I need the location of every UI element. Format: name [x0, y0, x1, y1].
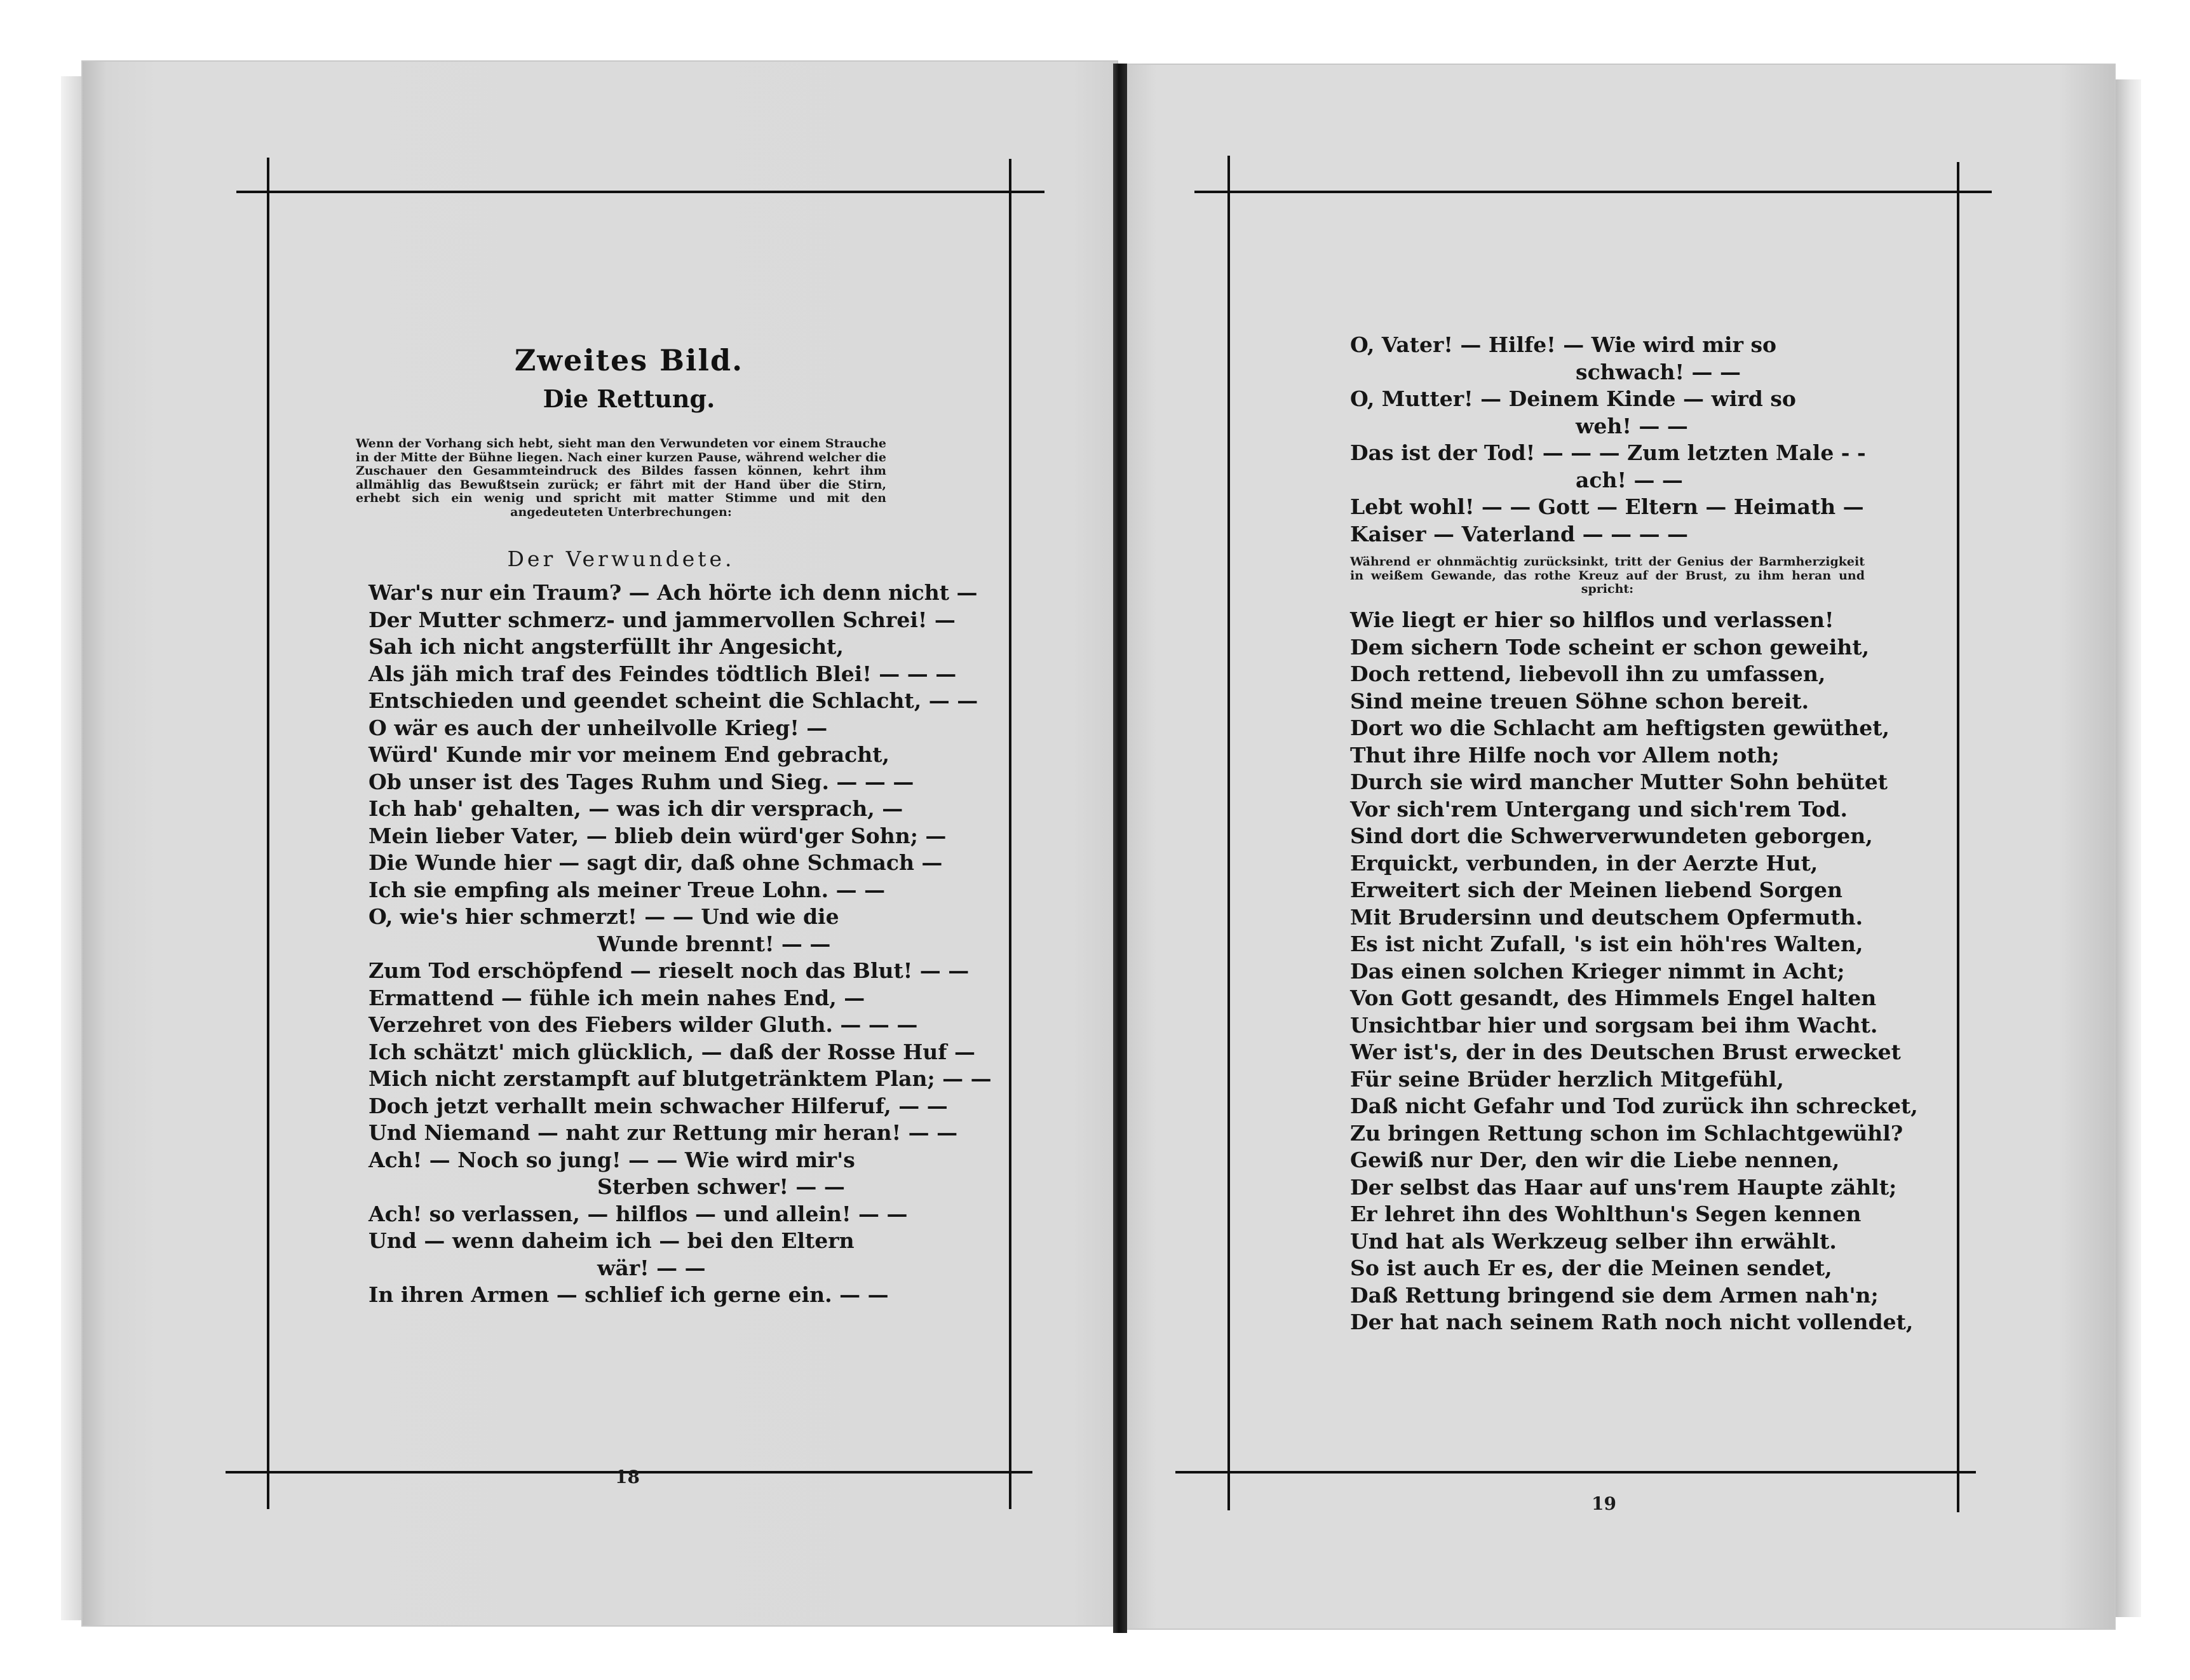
verse-line: wär! — —: [597, 1255, 706, 1280]
speaker-name: Der Verwundete.: [507, 546, 735, 571]
verse-line: Ach! so verlassen, — hilflos — und allein! — —: [368, 1201, 908, 1226]
verse-line: Ach! — Noch so jung! — — Wie wird mir's: [368, 1147, 855, 1172]
verse-line: O, Mutter! — Deinem Kinde — wird so: [1350, 386, 1796, 411]
verse-line: Wunde brennt! — —: [597, 931, 831, 956]
verse-line: schwach! — —: [1576, 359, 1741, 384]
verse-line: Von Gott gesandt, des Himmels Engel halten: [1350, 986, 1877, 1010]
verse-line: Erquickt, verbunden, in der Aerzte Hut,: [1350, 850, 1818, 876]
verse-line: Für seine Brüder herzlich Mitgefühl,: [1350, 1066, 1784, 1092]
right-verse-block-top: [1350, 332, 1871, 548]
left-frame-right-rule: [1009, 159, 1011, 1509]
verse-line: Als jäh mich traf des Feindes tödtlich Blei! — — —: [368, 661, 957, 686]
verse-line: Wer ist's, der in des Deutschen Brust erwecket: [1350, 1040, 1901, 1064]
verse-line: Und hat als Werkzeug selber ihn erwählt.: [1350, 1228, 1837, 1254]
verse-line: Das einen solchen Krieger nimmt in Acht;: [1350, 958, 1845, 984]
verse-line: Zu bringen Rettung schon im Schlachtgewühl?: [1350, 1120, 1903, 1146]
verse-line: Mich nicht zerstampft auf blutgetränktem Plan; — —: [368, 1066, 992, 1091]
page-title: Zweites Bild.: [514, 343, 744, 377]
verse-line: Sterben schwer! — —: [597, 1174, 845, 1199]
verse-line: Gewiß nur Der, den wir die Liebe nennen,: [1350, 1148, 1840, 1172]
verse-line: Entschieden und geendet scheint die Schlacht, — —: [368, 688, 978, 713]
right-frame-bottom-rule: [1175, 1471, 1976, 1473]
verse-line: Und Niemand — naht zur Rettung mir heran! — —: [368, 1120, 958, 1145]
right-frame-left-rule: [1227, 156, 1230, 1510]
verse-line: Vor sich'rem Untergang und sich'rem Tod.: [1350, 796, 1848, 822]
right-page-edge: [2116, 79, 2141, 1617]
verse-line: Dort wo die Schlacht am heftigsten gewüthet,: [1350, 715, 1889, 740]
right-stage-direction: Während er ohnmächtig zurücksinkt, tritt der Genius der Barmherzigkeit in weißem Gewande, das rothe Kreuz auf der Brust, zu ihm heran und spricht:: [1350, 555, 1865, 596]
page-number-right: 19: [1592, 1493, 1616, 1514]
verse-line: Unsichtbar hier und sorgsam bei ihm Wacht.: [1350, 1012, 1878, 1038]
verse-line: So ist auch Er es, der die Meinen sendet,: [1350, 1256, 1832, 1280]
verse-line: Mit Brudersinn und deutschem Opfermuth.: [1350, 904, 1863, 930]
verse-line: Ich sie empfing als meiner Treue Lohn. — —: [368, 877, 886, 902]
verse-line: O, wie's hier schmerzt! — — Und wie die: [368, 904, 839, 929]
verse-line: Würd' Kunde mir vor meinem End gebracht,: [368, 742, 889, 767]
verse-line: O wär es auch der unheilvolle Krieg! —: [368, 715, 828, 740]
verse-line: Lebt wohl! — — Gott — Eltern — Heimath —: [1350, 494, 1864, 519]
verse-line: War's nur ein Traum? — Ach hörte ich denn nicht —: [368, 580, 978, 605]
page-subtitle: Die Rettung.: [543, 384, 715, 413]
verse-line: Es ist nicht Zufall, 's ist ein höh'res Walten,: [1350, 931, 1863, 956]
left-verse-block: [368, 579, 992, 1309]
verse-line: In ihren Armen — schlief ich gerne ein. — —: [368, 1282, 889, 1307]
verse-line: Ob unser ist des Tages Ruhm und Sieg. — — —: [368, 769, 914, 794]
book-spine: [1113, 64, 1127, 1633]
verse-line: O, Vater! — Hilfe! — Wie wird mir so: [1350, 332, 1777, 357]
verse-line: Doch jetzt verhallt mein schwacher Hilferuf, — —: [368, 1093, 948, 1118]
left-stage-direction: Wenn der Vorhang sich hebt, sieht man den Verwundeten vor einem Strauche in der Mitte der Bühne liegen. Nach einer kurzen Pause, während welcher die Zuschauer den Gesammteindruck des Bildes fassen können, kehrt ihm allmählig das Bewußtsein zurück; er fährt mit der Hand über die Stirn, erhebt sich ein wenig und spricht mit matter Stimme und mit den angedeuteten Unterbrechungen:: [356, 437, 886, 519]
verse-line: Daß nicht Gefahr und Tod zurück ihn schrecket,: [1350, 1094, 1918, 1118]
verse-line: Verzehret von des Fiebers wilder Gluth. — — —: [368, 1012, 918, 1037]
right-frame-right-rule: [1957, 162, 1959, 1512]
left-frame-left-rule: [267, 158, 269, 1509]
verse-line: Daß Rettung bringend sie dem Armen nah'n;: [1350, 1282, 1879, 1308]
verse-line: Ich hab' gehalten, — was ich dir versprach, —: [368, 796, 903, 821]
page-number-left: 18: [615, 1467, 640, 1487]
verse-line: Doch rettend, liebevoll ihn zu umfassen,: [1350, 661, 1826, 686]
verse-line: Thut ihre Hilfe noch vor Allem noth;: [1350, 742, 1780, 768]
verse-line: Der hat nach seinem Rath noch nicht vollendet,: [1350, 1310, 1914, 1334]
left-frame-top-rule: [236, 191, 1044, 193]
verse-line: Erweitert sich der Meinen liebend Sorgen: [1350, 877, 1842, 902]
verse-line: Durch sie wird mancher Mutter Sohn behütet: [1350, 769, 1888, 794]
verse-line: Wie liegt er hier so hilflos und verlassen!: [1350, 607, 1834, 632]
verse-line: Er lehret ihn des Wohlthun's Segen kennen: [1350, 1202, 1862, 1226]
verse-line: Sind dort die Schwerverwundeten geborgen,: [1350, 823, 1873, 848]
verse-line: Der Mutter schmerz- und jammervollen Schrei! —: [368, 607, 956, 632]
verse-line: Mein lieber Vater, — blieb dein würd'ger Sohn; —: [368, 823, 947, 848]
verse-line: weh! — —: [1576, 413, 1688, 438]
verse-line: Und — wenn daheim ich — bei den Eltern: [368, 1228, 855, 1253]
verse-line: Ermattend — fühle ich mein nahes End, —: [368, 985, 865, 1010]
verse-line: Ich schätzt' mich glücklich, — daß der Rosse Huf —: [368, 1039, 975, 1064]
right-frame-top-rule: [1194, 191, 1992, 193]
verse-line: Dem sichern Tode scheint er schon geweiht,: [1350, 634, 1870, 660]
verse-line: Das ist der Tod! — — — Zum letzten Male - -: [1350, 440, 1866, 465]
verse-line: Zum Tod erschöpfend — rieselt noch das Blut! — —: [368, 958, 970, 983]
verse-line: Der selbst das Haar auf uns'rem Haupte zählt;: [1350, 1174, 1897, 1200]
verse-line: Sah ich nicht angsterfüllt ihr Angesicht,: [368, 634, 844, 659]
verse-line: Die Wunde hier — sagt dir, daß ohne Schmach —: [368, 850, 943, 875]
verse-line: Sind meine treuen Söhne schon bereit.: [1350, 688, 1809, 714]
verse-line: Kaiser — Vaterland — — — —: [1350, 521, 1689, 546]
verse-line: ach! — —: [1576, 467, 1683, 492]
right-verse-block: [1350, 607, 1918, 1336]
